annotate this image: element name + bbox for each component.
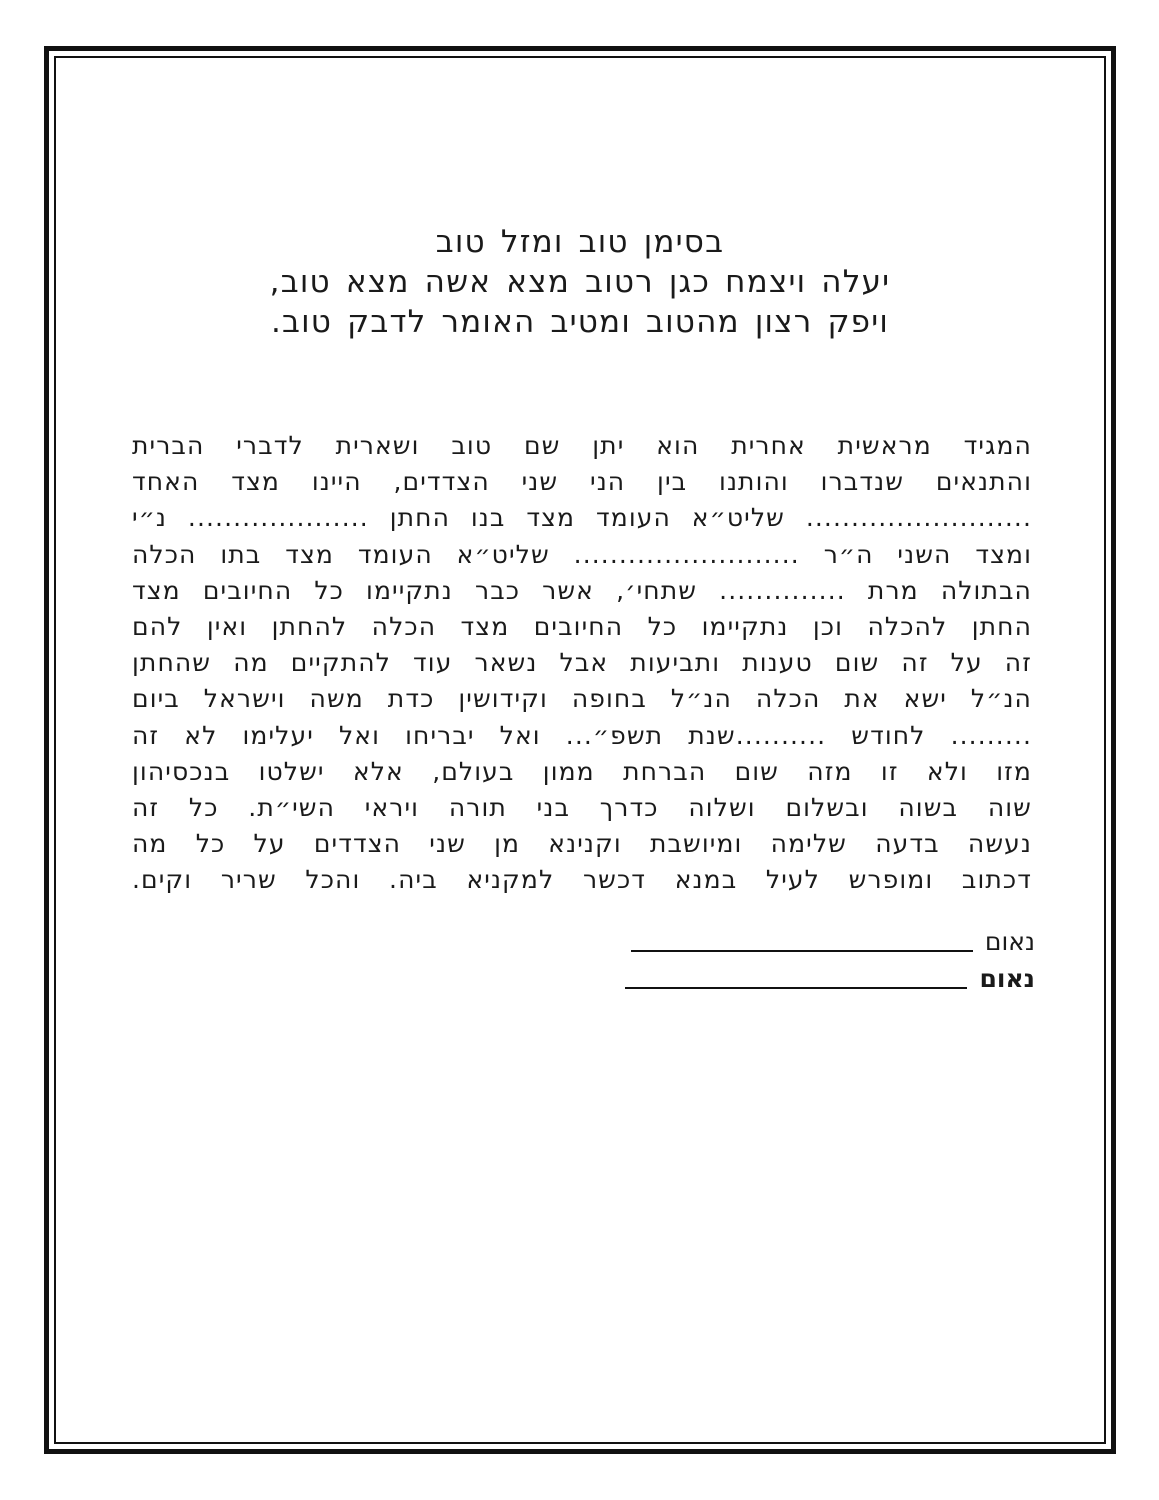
blessing-title: בסימן טוב ומזל טוב — [435, 224, 725, 260]
signature-block-second — [625, 963, 1035, 995]
body-line: החתן להכלה וכן נתקיימו כל החיובים מצד הכלה להחתן ואין להם — [132, 612, 1032, 642]
body-line: ומצד השני ה״ר ......................... שליט״א העומד מצד בתו הכלה — [132, 539, 1032, 569]
body-line: ......................... שליט״א העומד מצד בנו החתן .................... נ״י — [132, 503, 1032, 533]
body-line: דכתוב ומופרש לעיל במנא דכשר למקניא ביה. והכל שריר וקים. — [132, 865, 1032, 895]
signature-label: נאום — [979, 964, 1035, 993]
body-line: נעשה בדעה שלימה ומיושבת וקנינא מן שני הצדדים על כל מה — [132, 829, 1032, 859]
signature-line[interactable] — [631, 950, 973, 952]
blessing-line: יעלה ויצמח כגן רטוב מצא אשה מצא טוב, — [269, 264, 891, 300]
blessing-line: ויפק רצון מהטוב ומטיב האומר לדבק טוב. — [270, 304, 890, 340]
body-line: מזו ולא זו מזה שום הברחת ממון בעולם, אלא ישלטו בנכסיהון — [132, 756, 1032, 786]
body-line: שוה בשוה ובשלום ושלוה כדרך בני תורה ויראי השי״ת. כל זה — [132, 793, 1032, 823]
body-line: המגיד מראשית אחרית הוא יתן שם טוב ושארית לדברי הברית — [132, 431, 1032, 460]
body-line: הנ״ל ישא את הכלה הנ״ל בחופה וקידושין כדת משה וישראל ביום — [132, 684, 1032, 714]
body-line: זה על זה שום טענות ותביעות אבל נשאר עוד להתקיים מה שהחתן — [132, 648, 1032, 678]
signature-block-first — [631, 926, 1035, 958]
document-header — [120, 222, 1040, 342]
contract-body — [132, 428, 1032, 899]
body-line: ......... לחודש ..........שנת תשפ״... ואל יבריחו ואל יעלימו לא זה — [132, 720, 1032, 750]
body-line: והתנאים שנדברו והותנו בין הני שני הצדדים, היינו מצד האחד — [132, 467, 1032, 497]
body-line: הבתולה מרת .............. שתחי׳, אשר כבר נתקיימו כל החיובים מצד — [132, 575, 1032, 605]
signature-line[interactable] — [625, 987, 967, 989]
signature-label: נאום — [984, 927, 1035, 956]
